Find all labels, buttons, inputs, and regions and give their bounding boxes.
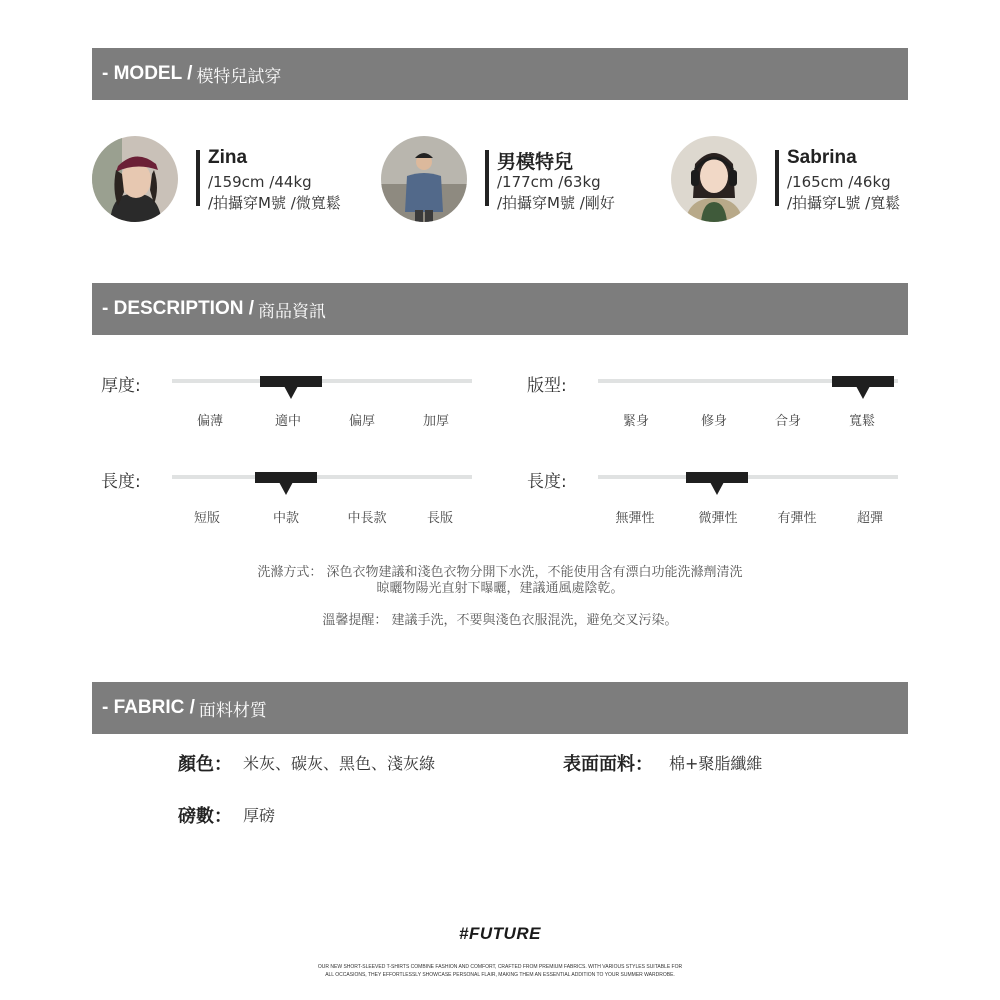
length-option: 短版 (193, 511, 221, 526)
fit-label: 版型: (527, 376, 567, 396)
model-measurements: /165cm /46kg (787, 173, 891, 191)
length-pointer-icon (279, 482, 293, 495)
brand-logo: #FUTURE (459, 924, 541, 943)
length-option: 中長款 (347, 511, 387, 526)
footer-line: ALL OCCASIONS, THEY EFFORTLESSLY SHOWCASE PERSONAL FLAIR, MAKING THEM AN ESSENTIAL ADDITION TO YOUR SUMMER WARDROBE. (325, 972, 675, 978)
description-section-title-zh: 商品資訊 (258, 301, 327, 322)
model-fit: /拍攝穿L號 /寬鬆 (787, 194, 901, 212)
model-section-title-en: - MODEL / (102, 63, 193, 84)
thickness-option: 加厚 (422, 414, 450, 429)
color-value: 米灰、碳灰、黑色、淺灰綠 (243, 754, 436, 773)
thickness-option: 偏厚 (348, 414, 376, 429)
length-track (172, 475, 472, 479)
elasticity-option: 微彈性 (698, 511, 738, 526)
thickness-label: 厚度: (101, 376, 141, 396)
model-fit: /拍攝穿M號 /微寬鬆 (208, 194, 341, 212)
model-photo-male (381, 136, 467, 222)
elasticity-option: 超彈 (856, 511, 884, 526)
fit-pointer-icon (856, 386, 870, 399)
elasticity-label: 長度: (527, 472, 567, 492)
thickness-pointer-icon (284, 386, 298, 399)
model-section-title-zh: 模特兒試穿 (196, 66, 282, 87)
color-label: 顏色： (178, 754, 232, 775)
fabric-section-header (92, 682, 908, 734)
weight-value: 厚磅 (243, 806, 276, 825)
elasticity-track (598, 475, 898, 479)
model-photo-sabrina (671, 136, 757, 222)
length-label: 長度: (101, 472, 141, 492)
model-name: Sabrina (787, 147, 857, 168)
description-section-header (92, 283, 908, 335)
model-divider (485, 150, 489, 206)
footer-line: OUR NEW SHORT-SLEEVED T-SHIRTS COMBINE FASHION AND COMFORT, CRAFTED FROM PREMIUM FABRICS. WITH VARIOUS STYLES SUITABLE FOR (317, 964, 683, 970)
elasticity-pointer-icon (710, 482, 724, 495)
elasticity-option: 無彈性 (615, 511, 655, 526)
fit-option: 合身 (774, 414, 802, 429)
wash-instructions-cont: 晾曬物陽光直射下曝曬，建議通風處陰乾。 (376, 581, 624, 596)
weight-label: 磅數： (178, 806, 232, 827)
fit-option: 修身 (700, 414, 728, 429)
model-name: 男模特兒 (497, 152, 574, 173)
description-section-title-en: - DESCRIPTION / (102, 298, 255, 319)
model-fit: /拍攝穿M號 /剛好 (497, 194, 615, 212)
model-divider (775, 150, 779, 206)
model-measurements: /177cm /63kg (497, 173, 601, 191)
care-tip: 溫馨提醒： 建議手洗，不要與淺色衣服混洗，避免交叉污染。 (322, 613, 678, 628)
wash-instructions: 洗滌方式： 深色衣物建議和淺色衣物分開下水洗，不能使用含有漂白功能洗滌劑清洗 (257, 565, 743, 580)
footer-blurb (300, 963, 700, 979)
fabric-section-title-en: - FABRIC / (102, 697, 195, 718)
thickness-track (172, 379, 472, 383)
model-photo-zina (92, 136, 178, 222)
model-measurements: /159cm /44kg (208, 173, 312, 191)
fit-option: 寬鬆 (848, 414, 876, 429)
thickness-option: 偏薄 (196, 414, 224, 429)
model-divider (196, 150, 200, 206)
fabric-section-title-zh: 面料材質 (198, 700, 267, 721)
surface-label: 表面面料： (563, 754, 653, 775)
model-section-header (92, 48, 908, 100)
length-option: 長版 (426, 511, 454, 526)
thickness-option: 適中 (274, 414, 302, 429)
fit-option: 緊身 (622, 414, 650, 429)
length-option: 中款 (272, 511, 300, 526)
model-name: Zina (208, 147, 248, 168)
surface-value: 棉+聚脂纖維 (669, 754, 763, 773)
elasticity-option: 有彈性 (777, 511, 817, 526)
